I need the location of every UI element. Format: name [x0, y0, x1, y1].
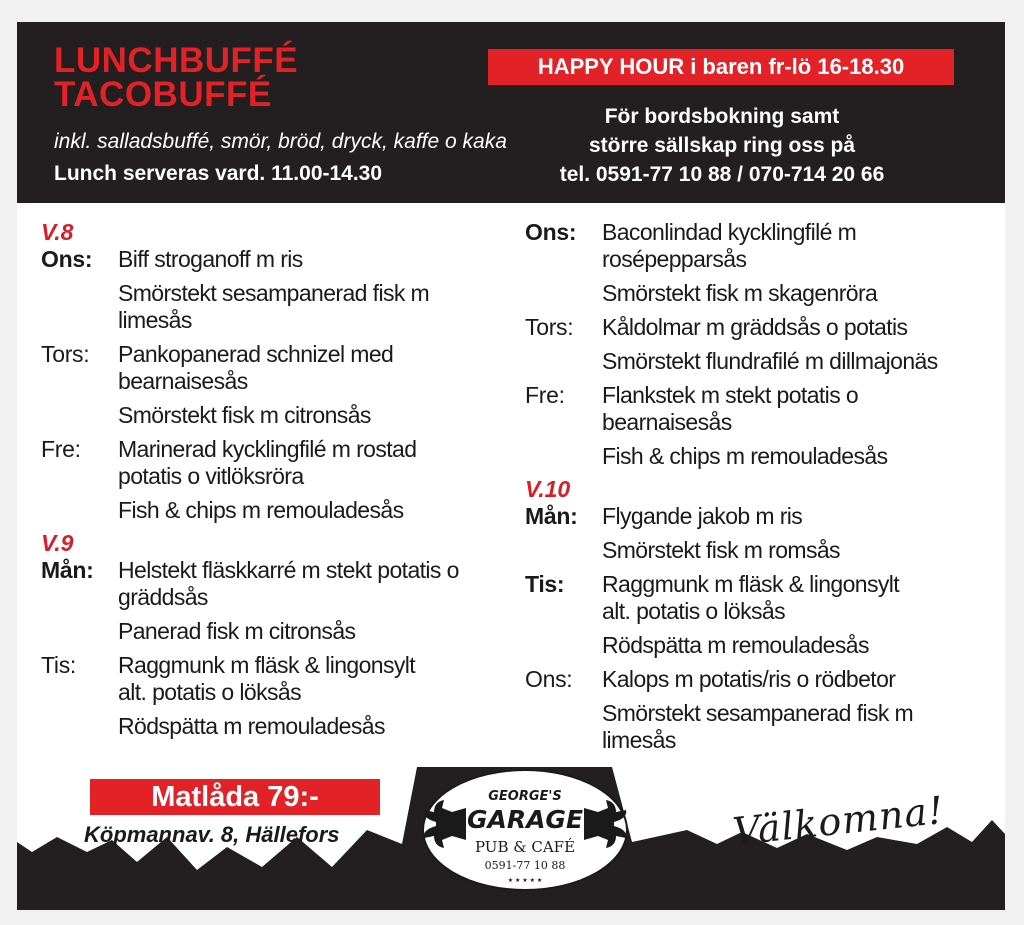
- menu-day: [41, 618, 118, 645]
- menu-dish: [118, 402, 371, 429]
- dish-line: bearnaisesås: [118, 368, 248, 394]
- menu-dish: [118, 557, 459, 611]
- title-lunchbuffe: LUNCHBUFFÉ: [54, 41, 299, 80]
- menu-row: [41, 246, 491, 273]
- dish-line: Smörstekt sesampanerad fisk m: [118, 280, 430, 306]
- title-tacobuffe: TACOBUFFÉ: [54, 75, 272, 114]
- menu-dish: [602, 632, 869, 659]
- dish-line: Rödspätta m remouladesås: [602, 632, 869, 658]
- menu-row: [525, 219, 995, 273]
- menu-dish: [602, 382, 858, 436]
- dish-line: Smörstekt flundrafilé m dillmajonäs: [602, 348, 938, 374]
- address-text: Köpmannav. 8, Hällefors: [84, 822, 340, 847]
- menu-row: [525, 632, 995, 659]
- menu-row: [41, 652, 491, 706]
- dish-line: Rödspätta m remouladesås: [118, 713, 385, 739]
- dish-line: Flygande jakob m ris: [602, 503, 803, 529]
- dish-line: Smörstekt fisk m citronsås: [118, 402, 371, 428]
- menu-dish: [602, 219, 856, 273]
- menu-row: [525, 280, 995, 307]
- menu-row: [525, 571, 995, 625]
- booking-line-1: För bordsbokning samt: [604, 105, 840, 128]
- menu-column-right: [525, 219, 995, 761]
- menu-row: [525, 700, 995, 754]
- logo-phone-text: 0591-77 10 88: [484, 859, 566, 872]
- dish-line: potatis o vitlöksröra: [118, 463, 304, 489]
- menu-day: [525, 537, 602, 564]
- menu-day: Fre:: [525, 382, 565, 408]
- menu-day: Tors:: [41, 341, 90, 367]
- menu-row: [41, 618, 491, 645]
- menu-day: Tis:: [41, 652, 76, 678]
- logo-garage-text: GARAGE: [466, 805, 584, 834]
- menu-day: [525, 632, 602, 659]
- menu-dish: [118, 713, 385, 740]
- menu-day: Ons:: [525, 666, 573, 692]
- menu-day: Mån:: [525, 503, 578, 529]
- menu-dish: [602, 443, 887, 470]
- dish-line: Raggmunk m fläsk & lingonsylt: [118, 652, 416, 678]
- dish-line: Raggmunk m fläsk & lingonsylt: [602, 571, 900, 597]
- booking-line-2: större sällskap ring oss på: [588, 134, 856, 157]
- georges-garage-logo: [420, 764, 630, 894]
- menu-dish: [602, 666, 895, 693]
- menu-day: Fre:: [41, 436, 81, 462]
- menu-dish: [602, 571, 899, 625]
- menu-day: [525, 280, 602, 307]
- menu-row: [41, 402, 491, 429]
- lunch-hours-text: Lunch serveras vard. 11.00-14.30: [54, 162, 383, 185]
- menu-day: [41, 497, 118, 524]
- dish-line: Kåldolmar m gräddsås o potatis: [602, 314, 908, 340]
- menu-dish: [602, 700, 913, 754]
- menu-dish: [118, 280, 429, 334]
- menu-row: [41, 497, 491, 524]
- menu-row: [41, 436, 491, 490]
- menu-row: [525, 666, 995, 693]
- menu-row: [525, 348, 995, 375]
- dish-line: Fish & chips m remouladesås: [118, 497, 404, 523]
- booking-info: [497, 102, 947, 189]
- menu-day: [525, 700, 602, 754]
- dish-line: Fish & chips m remouladesås: [602, 443, 888, 469]
- page-title: [54, 41, 299, 114]
- logo-georges-text: GEORGE'S: [488, 789, 562, 804]
- dish-line: Marinerad kycklingfilé m rostad: [118, 436, 417, 462]
- dish-line: Helstekt fläskkarré m stekt potatis o: [118, 557, 459, 583]
- menu-dish: [602, 503, 802, 530]
- buffet-includes-text: inkl. salladsbuffé, smör, bröd, dryck, kaffe o kaka: [54, 130, 507, 153]
- menu-dish: [118, 436, 416, 490]
- menu-dish: [602, 348, 938, 375]
- menu-dish: [118, 618, 355, 645]
- dish-line: Flankstek m stekt potatis o: [602, 382, 859, 408]
- menu-day: Ons:: [525, 219, 577, 245]
- menu-day: [41, 280, 118, 334]
- welcome-script-text: Välkomna!: [730, 787, 947, 854]
- dish-line: rosépepparsås: [602, 246, 747, 272]
- dish-line: Biff stroganoff m ris: [118, 246, 303, 272]
- menu-dish: [602, 537, 840, 564]
- menu-dish: [602, 314, 907, 341]
- logo-pub-cafe-text: PUB & CAFÉ: [474, 838, 576, 856]
- menu-row: [525, 382, 995, 436]
- menu-day: Mån:: [41, 557, 94, 583]
- menu-row: [525, 503, 995, 530]
- dish-line: Panerad fisk m citronsås: [118, 618, 356, 644]
- menu-row: [525, 537, 995, 564]
- logo-est-text: est: [454, 838, 465, 846]
- dish-line: Smörstekt fisk m romsås: [602, 537, 840, 563]
- menu-day: [525, 348, 602, 375]
- menu-dish: [118, 341, 393, 395]
- menu-dish: [118, 652, 415, 706]
- menu-dish: [118, 497, 403, 524]
- menu-day: [41, 713, 118, 740]
- menu-day: Tors:: [525, 314, 574, 340]
- dish-line: Pankopanerad schnizel med: [118, 341, 394, 367]
- dish-line: limesås: [118, 307, 192, 333]
- week-heading: V.10: [525, 476, 571, 502]
- menu-day: [41, 402, 118, 429]
- menu-row: [525, 314, 995, 341]
- dish-line: gräddsås: [118, 584, 208, 610]
- dish-line: alt. potatis o löksås: [602, 598, 786, 624]
- dish-line: limesås: [602, 727, 676, 753]
- logo-stars-icon: ★ ★ ★ ★ ★: [507, 877, 543, 884]
- menu-row: [41, 341, 491, 395]
- dish-line: Smörstekt sesampanerad fisk m: [602, 700, 914, 726]
- dish-line: Smörstekt fisk m skagenröra: [602, 280, 878, 306]
- menu-column-left: [41, 220, 491, 747]
- dish-line: alt. potatis o löksås: [118, 679, 302, 705]
- matlada-price-banner: Matlåda 79:-: [90, 779, 380, 815]
- happy-hour-banner: HAPPY HOUR i baren fr-lö 16-18.30: [488, 49, 954, 85]
- dish-line: bearnaisesås: [602, 409, 732, 435]
- menu-row: [41, 557, 491, 611]
- menu-day: Tis:: [525, 571, 565, 597]
- booking-phone: tel. 0591-77 10 88 / 070-714 20 66: [559, 163, 885, 186]
- menu-row: [41, 713, 491, 740]
- menu-row: [41, 280, 491, 334]
- logo-year-text: 2020: [586, 838, 604, 846]
- menu-card: [17, 22, 1005, 910]
- dish-line: Kalops m potatis/ris o rödbetor: [602, 666, 896, 692]
- menu-day: Ons:: [41, 246, 93, 272]
- dish-line: Baconlindad kycklingfilé m: [602, 219, 857, 245]
- menu-dish: [602, 280, 877, 307]
- week-heading: V.9: [41, 530, 74, 556]
- menu-row: [525, 443, 995, 470]
- menu-dish: [118, 246, 303, 273]
- menu-day: [525, 443, 602, 470]
- week-heading: V.8: [41, 219, 74, 245]
